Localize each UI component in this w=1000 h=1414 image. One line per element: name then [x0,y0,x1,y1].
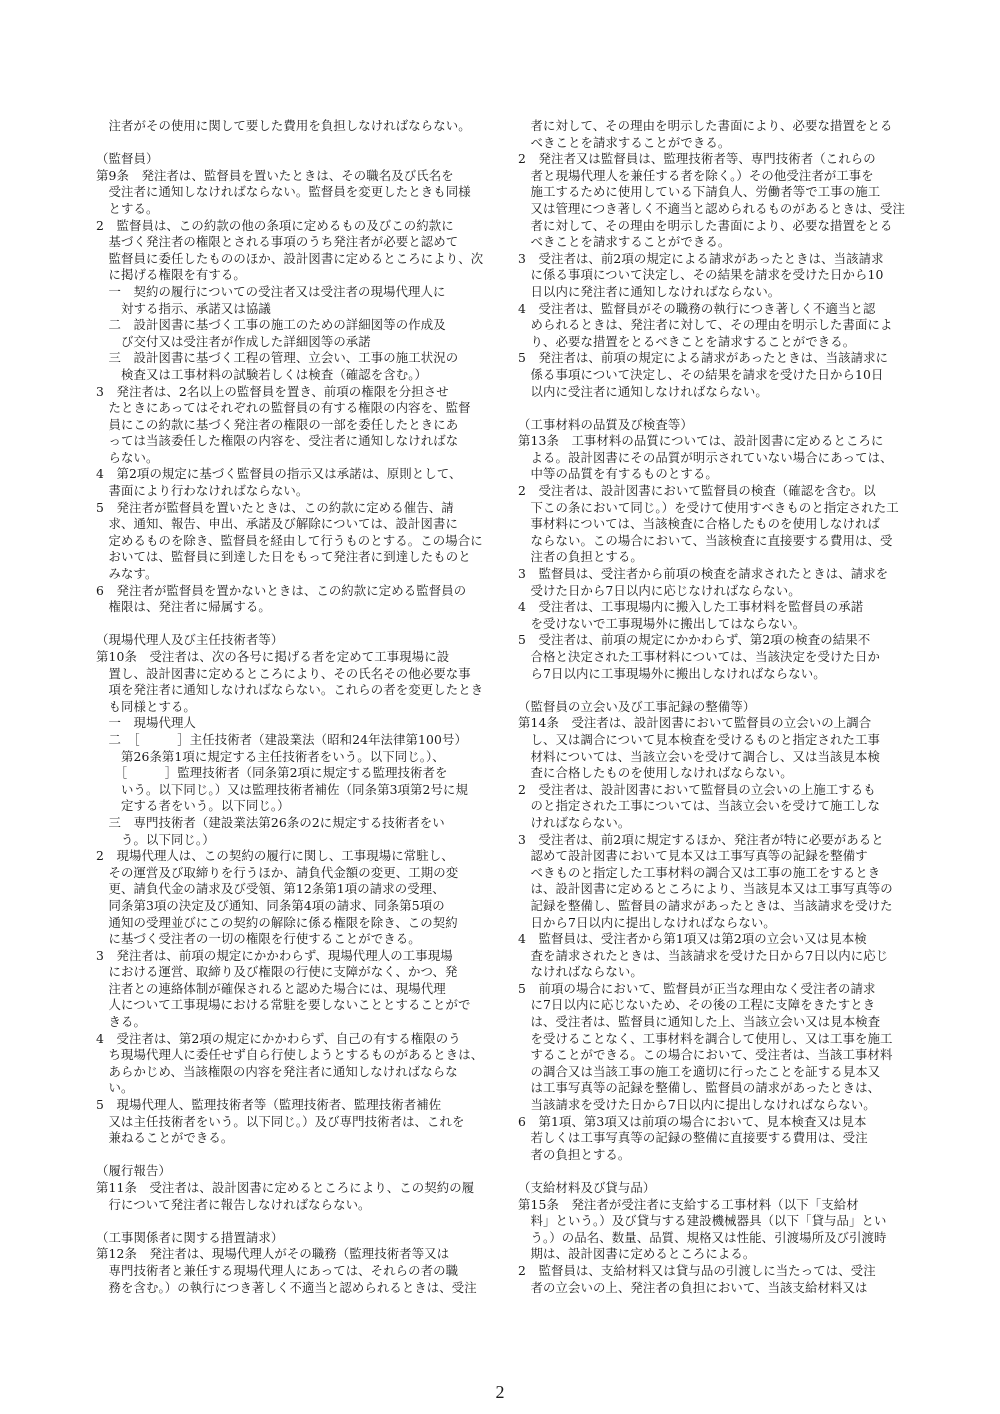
article-heading: （支給材料及び貸与品） [518,1180,656,1195]
paragraph-spacer [96,135,484,152]
article-heading: （現場代理人及び主任技術者等） [96,632,284,648]
article-paragraph: 2 現場代理人は、この契約の履行に関し、工事現場に常駐し、 その運営及び取締りを行うほか、請負代金額の変更、工期の変 更、請負代金の請求及び受領、第12条第1項の請求の受理、 同条第3項の決定及び通知、同条第4項の請求、同条第5項の 通知の受理並びにこの契約の解除に係る権限を除き、この契約 に基づく受注者の一切の権限を行使することができる。 [96,848,459,947]
article-paragraph: 5 発注者は、前項の規定による請求があったときは、当該請求に 係る事項について決定し、その結果を請求を受けた日から10日 以内に受注者に通知しなければならない。 [518,350,889,399]
article-paragraph: 3 監督員は、受注者から前項の検査を請求されたときは、請求を 受けた日から7日以内に応じなければならない。 [518,566,889,598]
article-paragraph: 6 第1項、第3項又は前項の場合において、見本検査又は見本 若しくは工事写真等の記録の整備に直接要する費用は、受注 者の負担とする。 [518,1113,868,1162]
article-paragraph: 4 受注者は、工事現場内に搬入した工事材料を監督員の承諾 を受けないで工事現場外に搬出してはならない。 [518,599,864,631]
paragraph-spacer [518,400,906,417]
article-heading: （履行報告） [96,1163,171,1179]
article-paragraph: 3 受注者は、前2項に規定するほか、発注者が特に必要があると 認めて設計図書において見本又は工事写真等の記録を整備す べきものと指定した工事材料の調合又は工事の施工をするとき は、設計図書に定めるところにより、当該見本又は工事写真等の 記録を整備し、監督員の請求があったときは、当該請求を受けた 日から7日以内に提出しなければならない。 [518,831,893,930]
article-heading: （監督員の立会い及び工事記録の整備等） [518,698,756,714]
article-paragraph: 3 発注者は、前項の規定にかかわらず、現場代理人の工事現場 における運営、取締り及び権限の行使に支障がなく、かつ、発 注者との連絡体制が確保されると認めた場合には、現場代理 人について工事現場における常駐を要しないこととすることがで きる。 [96,947,471,1030]
article-paragraph: 一 契約の履行についての受注者又は受注者の現場代理人に 対する指示、承諾又は協議 [108,283,446,316]
article-paragraph: 第13条 工事材料の品質については、設計図書に定めるところに よる。設計図書にその品質が明示されていない場合にあっては、 中等の品質を有するものとする。 [518,433,893,482]
article-paragraph: 2 監督員は、この約款の他の条項に定めるもの及びこの約款に 基づく発注者の権限とされる事項のうち発注者が必要と認めて 監督員に委任したもののほか、設計図書に定めるところにより、次 に掲げる権限を有する。 [96,217,484,283]
article-paragraph: 第12条 発注者は、現場代理人がその職務（監理技術者等又は 専門技術者と兼任する現場代理人にあっては、それらの者の職 務を含む。）の執行につき著しく不適当と認められるときは、受注 [96,1246,477,1295]
article-paragraph: 5 現場代理人、監理技術者等（監理技術者、監理技術者補佐 又は主任技術者をいう。以下同じ。）及び専門技術者は、これを 兼ねることができる。 [96,1097,465,1146]
article-paragraph: 6 発注者が監督員を置かないときは、この約款に定める監督員の 権限は、発注者に帰属する。 [96,582,467,615]
article-paragraph: 5 発注者が監督員を置いたときは、この約款に定める催告、請 求、通知、報告、申出、承諾及び解除については、設計図書に 定めるものを除き、監督員を経由して行うものとする。この場合に おいては、監督員に到達した日をもって発注者に到達したものと みなす。 [96,499,483,582]
paragraph-spacer [518,1163,906,1180]
article-heading: （工事材料の品質及び検査等） [518,416,693,432]
article-paragraph: 2 受注者は、設計図書において監督員の検査（確認を含む。以 下この条において同じ。）を受けて使用すべきものと指定された工 事材料については、当該検査に合格したものを使用しなければ ならない。この場合において、当該検査に直接要する費用は、受 注者の負担とする。 [518,483,899,565]
article-paragraph: 第11条 受注者は、設計図書に定めるところにより、この契約の履 行について発注者に報告しなければならない。 [96,1180,475,1212]
article-paragraph: 第9条 発注者は、監督員を置いたときは、その職名及び氏名を 受注者に通知しなければならない。監督員を変更したときも同様 とする。 [96,167,471,216]
page-number: 2 [495,1382,505,1402]
article-paragraph: 4 監督員は、受注者から第1項又は第2項の立会い又は見本検 査を請求されたときは、当該請求を受けた日から7日以内に応じ なければならない。 [518,931,889,980]
paragraph-spacer [96,1213,484,1230]
article-paragraph: 三 設計図書に基づく工程の管理、立会い、工事の施工状況の 検査又は工事材料の試験若しくは検査（確認を含む。） [108,350,459,382]
article-paragraph: 一 現場代理人 [96,715,196,731]
article-paragraph: 3 受注者は、前2項の規定による請求があったときは、当該請求 に係る事項について決定し、その結果を請求を受けた日から10 日以内に発注者に通知しなければならない。 [518,250,884,299]
article-paragraph: 者に対して、その理由を明示した書面により、必要な措置をとる べきことを請求することができる。 [530,118,893,150]
article-paragraph: 5 前項の場合において、監督員が正当な理由なく受注者の請求 に7日以内に応じないため、その後の工程に支障をきたすとき は、受注者は、監督員に通知した上、当該立会い又は見本検査 を受けることなく、工事材料を調合して使用し、又は工事を施工 することができる。この場合において、受注者は、当該工事材料 の調合又は当該工事の施工を適切に行ったことを証する見本又 は工事写真等の記録を整備し、監督員の請求があったときは、 当該請求を受けた日から7日以内に提出しなければならない。 [518,980,893,1113]
article-paragraph: 2 受注者は、設計図書において監督員の立会いの上施工するも のと指定された工事については、当該立会いを受けて施工しな ければならない。 [518,781,880,830]
left-text-column [96,118,484,1296]
article-paragraph: 二 ［ ］主任技術者（建設業法（昭和24年法律第100号） 第26条第1項に規定する主任技術者をいう。以下同じ。）、 ［ ］監理技術者（同条第2項に規定する監理技術者を いう。以下同じ。）又は監理技術者補佐（同条第3項第2号に規 定する者をいう。以下同じ。） [108,731,468,814]
article-paragraph: 二 設計図書に基づく工事の施工のための詳細図等の作成及 び交付又は受注者が作成した詳細図等の承諾 [108,317,446,349]
article-paragraph: 4 第2項の規定に基づく監督員の指示又は承諾は、原則として、 書面により行わなければならない。 [96,466,462,499]
right-text-column [518,118,906,1296]
article-paragraph: 第15条 発注者が受注者に支給する工事材料（以下「支給材 料」という。）及び貸与する建設機械器具（以下「貸与品」とい う。）の品名、数量、品質、規格又は性能、引渡場所及び引渡時 期は、設計図書に定めるところによる。 [518,1196,887,1262]
article-paragraph: 注者がその使用に関して要した費用を負担しなければならない。 [96,118,471,133]
article-heading: （工事関係者に関する措置請求） [96,1229,284,1245]
paragraph-spacer [96,616,484,633]
article-paragraph: 2 発注者又は監督員は、監理技術者等、専門技術者（これらの 者と現場代理人を兼任する者を除く。）その他受注者が工事を 施工するために使用している下請負人、労働者等で工事の施工 又は管理につき著しく不適当と認められるものがあるときは、受注 者に対して、その理由を明示した書面により、必要な措置をとる べきことを請求することができる。 [518,151,905,250]
article-paragraph: 三 専門技術者（建設業法第26条の2に規定する技術者をい う。以下同じ。） [108,814,445,847]
article-paragraph: 3 発注者は、2名以上の監督員を置き、前項の権限を分担させ たときにあってはそれぞれの監督員の有する権限の内容を、監督 員にこの約款に基づく発注者の権限の一部を委任したときにあ っては当該委任した権限の内容を、受注者に通知しなければな らない。 [96,383,471,465]
article-paragraph: 4 受注者は、監督員がその職務の執行につき著しく不適当と認 められるときは、発注者に対して、その理由を明示した書面によ り、必要な措置をとるべきことを請求することができる。 [518,300,893,349]
paragraph-spacer [518,682,906,699]
article-paragraph: 4 受注者は、第2項の規定にかかわらず、自己の有する権限のう ち現場代理人に委任せず自ら行使しようとするものがあるときは、 あらかじめ、当該権限の内容を発注者に通知しなければならな い。 [96,1030,484,1096]
article-paragraph: 2 監督員は、支給材料又は貸与品の引渡しに当たっては、受注 者の立会いの上、発注者の負担において、当該支給材料又は [518,1262,876,1295]
article-paragraph: 第10条 受注者は、次の各号に掲げる者を定めて工事現場に設 置し、設計図書に定めるところにより、その氏名その他必要な事 項を発注者に通知しなければならない。これらの者を変更したとき も同様とする。 [96,649,484,714]
paragraph-spacer [96,1147,484,1164]
article-heading: （監督員） [96,151,159,167]
article-paragraph: 5 受注者は、前項の規定にかかわらず、第2項の検査の結果不 合格と決定された工事材料については、当該決定を受けた日か ら7日以内に工事現場外に搬出しなければならない。 [518,632,880,681]
article-paragraph: 第14条 受注者は、設計図書において監督員の立会いの上調合 し、又は調合について見本検査を受けるものと指定された工事 材料については、当該立会いを受けて調合し、又は当該見本検 査に合格したものを使用しなければならない。 [518,715,880,781]
